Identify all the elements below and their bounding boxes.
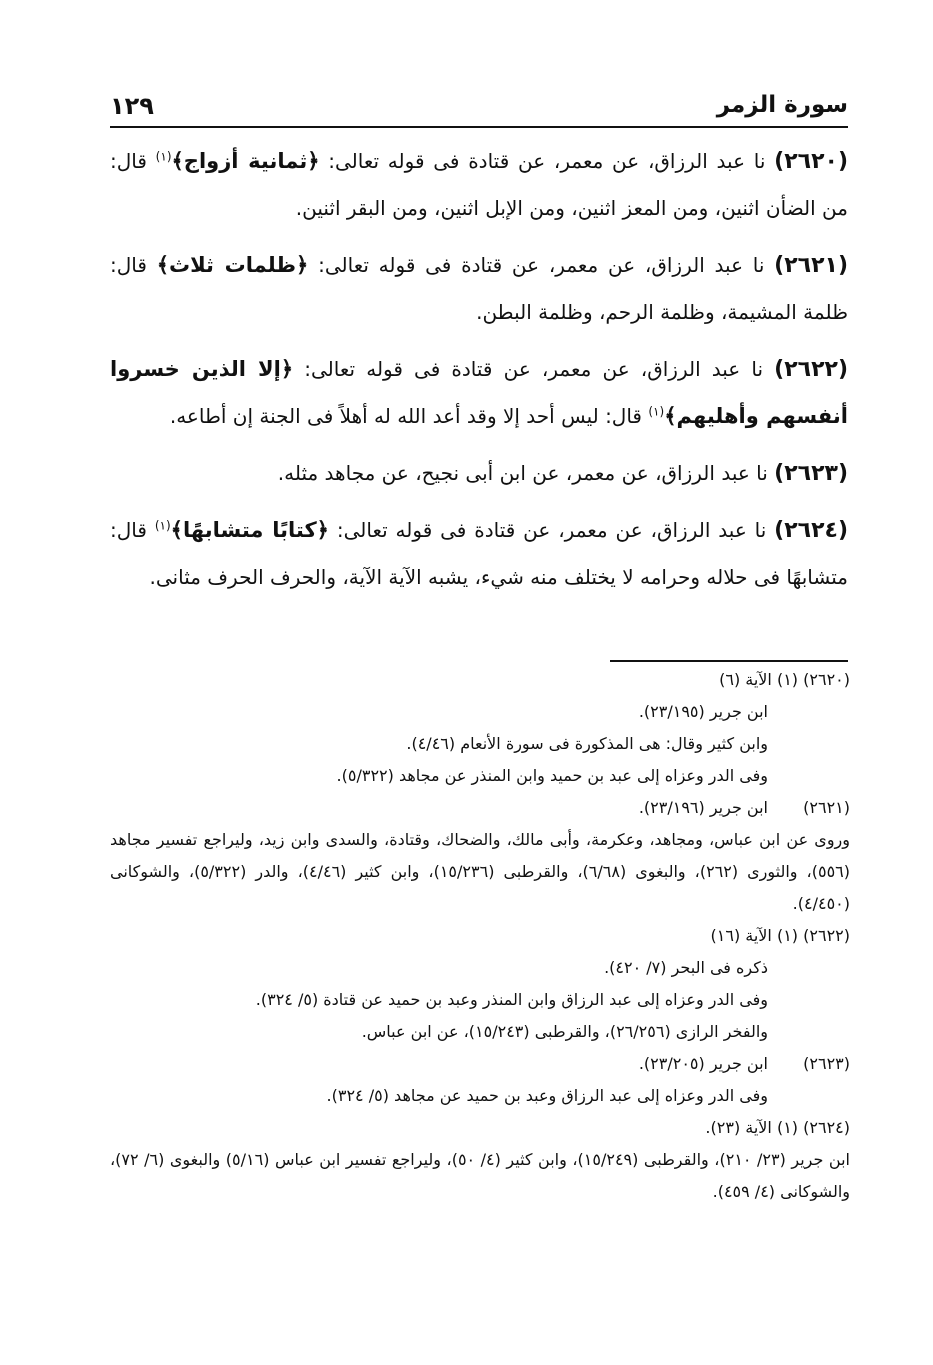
footnote-head-2620: (٢٦٢٠) (١) الآية (٦) (719, 670, 850, 689)
footnote-marker: (١) (648, 404, 665, 419)
footnote-head-2624: (٢٦٢٤) (١) الآية (٢٣). (705, 1118, 850, 1137)
entry-number: (٢٦٢١) (774, 253, 848, 278)
footnote-line: وفى الدر وعزاه إلى عبد الرزاق وعبد بن حميد عن مجاهد (٥/ ٣٢٤). (326, 1086, 768, 1105)
page-header (110, 90, 848, 128)
footnote-label: (٢٦٢٣) (803, 1054, 850, 1073)
footnote-line: وفى الدر وعزاه إلى عبد الرزاق وابن المنذر وعبد بن حميد عن قتادة (٥/ ٣٢٤). (255, 990, 768, 1009)
entry-text: نا عبد الرزاق، عن معمر، عن قتادة فى قوله تعالى: (328, 518, 775, 542)
main-text (110, 138, 848, 611)
entry-text: قال: متشابهًا فى حلاله وحرامه لا يختلف منه شيء، يشبه الآية الآية، والحرف الحرف مثانى. (110, 518, 848, 589)
footnote-row-2623 (110, 1048, 850, 1080)
ayah-quote: ﴿إلا الذين خسروا أنفسهم وأهليهم﴾ (110, 357, 848, 428)
footnote-head-2622: (٢٦٢٢) (١) الآية (١٦) (710, 926, 850, 945)
entry-number: (٢٦٢٠) (774, 149, 848, 174)
entry-text: نا عبد الرزاق، عن معمر، عن قتادة فى قوله تعالى: (293, 357, 775, 381)
entry-text: قال: ليس أحد إلا وقد أعد الله له أهلاً فى الجنة إن أطاعه. (169, 404, 649, 428)
entry-text: قال: ظلمة المشيمة، وظلمة الرحم، وظلمة البطن. (110, 253, 848, 324)
entry-text: نا عبد الرزاق، عن معمر، عن قتادة فى قوله تعالى: (319, 149, 775, 173)
footnote-line: وابن كثير وقال: هى المذكورة فى سورة الأنعام (٤/٤٦). (406, 734, 768, 753)
entry-number: (٢٦٢٣) (774, 461, 848, 486)
hadith-entry-2620 (110, 138, 848, 232)
page-number: ١٢٩ (110, 92, 154, 120)
footnote-row-2621 (110, 792, 850, 824)
hadith-entry-2624 (110, 507, 848, 601)
footnote-marker: (١) (155, 149, 172, 164)
hadith-entry-2621 (110, 242, 848, 336)
hadith-entry-2623 (110, 450, 848, 497)
entry-number: (٢٦٢٤) (774, 518, 848, 543)
footnote-line: وفى الدر وعزاه إلى عبد بن حميد وابن المنذر عن مجاهد (٥/٣٢٢). (336, 766, 768, 785)
footnote-paragraph: وروى عن ابن عباس، ومجاهد، وعكرمة، وأبى مالك، والضحاك، وقتادة، والسدى وابن زيد، وليراجع تفسير مجاهد (٥٥٦)، والثورى (٢٦٢)، والبغوى (٦/٦٨)، والقرطبى (١٥/٢٣٦)، وابن كثير (٤/٤٦)، والدر (٥/٣٢٢)، والشوكانى (٤/٤٥٠). (110, 830, 850, 913)
surah-title: سورة الزمر (716, 92, 848, 118)
ayah-quote: ﴿كتابًا متشابهًا﴾ (170, 518, 329, 542)
footnote-line: ابن جرير (٢٣/٢٠٥). (638, 1054, 768, 1073)
footnote-line: ذكره فى البحر (٧/ ٤٢٠). (604, 958, 768, 977)
entry-number: (٢٦٢٢) (774, 357, 848, 382)
footnote-label: (٢٦٢١) (803, 798, 850, 817)
footnote-line: ابن جرير (٢٣/١٩٥). (638, 702, 768, 721)
footnotes (110, 664, 850, 1208)
ayah-quote: ﴿ثمانية أزواج﴾ (171, 149, 320, 173)
footnote-line: والفخر الرازى (٢٦/٢٥٦)، والقرطبى (١٥/٢٤٣)، عن ابن عباس. (361, 1022, 768, 1041)
ayah-quote: ﴿ظلمات ثلاث﴾ (156, 253, 309, 277)
hadith-entry-2622 (110, 346, 848, 440)
footnote-paragraph: ابن جرير (٢٣/ ٢١٠)، والقرطبى (١٥/٢٤٩)، وابن كثير (٤/ ٥٠)، وليراجع تفسير ابن عباس (٥/١٦) والبغوى (٦/ ٧٢)، والشوكانى (٤/ ٤٥٩). (110, 1150, 850, 1201)
footnote-separator (610, 660, 848, 662)
entry-text: نا عبد الرزاق، عن معمر، عن ابن أبى نجيح، عن مجاهد مثله. (277, 461, 775, 485)
footnote-marker: (١) (154, 518, 171, 533)
entry-text: نا عبد الرزاق، عن معمر، عن قتادة فى قوله تعالى: (308, 253, 775, 277)
entry-text: قال: من الضأن اثنين، ومن المعز اثنين، ومن الإبل اثنين، ومن البقر اثنين. (110, 149, 848, 220)
footnote-line: ابن جرير (٢٣/١٩٦). (638, 798, 768, 817)
